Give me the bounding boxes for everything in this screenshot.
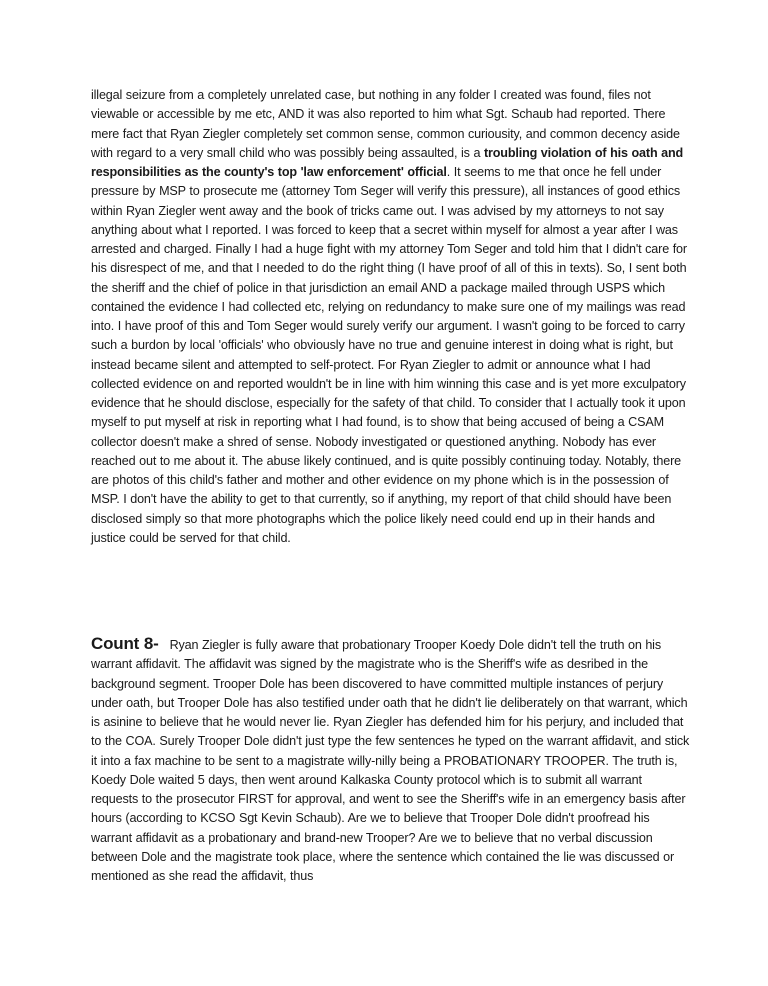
count-8-heading: Count 8- (91, 634, 159, 653)
count-8-body: Ryan Ziegler is fully aware that probationary Trooper Koedy Dole didn't tell the truth on his warrant affidavit. The affidavit was signed by the magistrate who is the Sheriff's wife as desribed in the background segment. Trooper Dole has been discovered to have committed multiple instances of perjury under oath, but Trooper Dole has also testified under oath that he didn't lie deliberately on that warrant, which is asinine to believe that he would never lie. Ryan Ziegler has defended him for his perjury, and included that to the COA. Surely Trooper Dole didn't just type the few sentences he typed on the warrant affidavit, and stick it into a fax machine to be sent to a magistrate willy-nilly being a PROBATIONARY TROOPER. The truth is, Koedy Dole waited 5 days, then went around Kalkaska County protocol which is to submit all warrant requests to the prosecutor FIRST for approval, and went to see the Sheriff's wife in an emergency basis after hours (according to KCSO Sgt Kevin Schaub). Are we to believe that Trooper Dole didn't proofread his warrant affidavit as a probationary and brand-new Trooper? Are we to believe that no verbal discussion between Dole and the magistrate took place, where the sentence which contained the lie was discussed or mentioned as she read the affidavit, thus (91, 638, 690, 883)
count-8-section (91, 634, 691, 886)
paragraph-1-bold-text: troubling violation of his oath and responsibilities as the county's top 'law enforcement' official (91, 145, 684, 179)
paragraph-1-text-b: . It seems to me that once he fell under pressure by MSP to prosecute me (attorney Tom Seger will verify this pressure), all instances of good ethics within Ryan Ziegler went away and the book of tricks came out. I was advised by my attorneys to not say anything about what I reported. I was forced to keep that a secret within myself for almost a year after I was arrested and charged. Finally I had a huge fight with my attorney Tom Seger and told him that I didn't care for his disrespect of me, and that I needed to do the right thing (I have proof of all of this in texts). So, I sent both the sheriff and the chief of police in that jurisdiction an email AND a package mailed through USPS which contained the evidence I had collected etc, relying on redundancy to make sure one of my mailings was read into. I have proof of this and Tom Seger would surely verify our argument. I wasn't going to be forced to carry such a burdon by local 'officials' who obviously have no true and genuine interest in doing what is right, but instead became silent and attempted to self-protect. For Ryan Ziegler to admit or announce what I had collected evidence on and reported wouldn't be in line with him winning this case and is yet more exculpatory evidence that he should disclose, especially for the safety of that child. To consider that I actually took it upon myself to put myself at risk in reporting what I had found, is to show that being accused of being a CSAM collector doesn't make a shred of sense. Nobody investigated or questioned anything. Nobody has ever reached out to me about it. The abuse likely continued, and is quite possibly continuing today. Notably, there are photos of this child's father and mother and other evidence on my phone which is in the possession of MSP. I don't have the ability to get to that currently, so if anything, my report of that child should have been disclosed simply so that more photographs which the police likely need could end up in their hands and justice could be served for that child. (91, 165, 687, 545)
paragraph-evidence-report (91, 86, 691, 548)
paragraph-1-text-a: illegal seizure from a completely unrelated case, but nothing in any folder I created was found, files not viewable or accessible by me etc, AND it was also reported to him what Sgt. Schaub had reported. There mere fact that Ryan Ziegler completely set common sense, common curiousity, and common decency aside with regard to a very small child who was possibly being assaulted, is a (91, 88, 680, 160)
